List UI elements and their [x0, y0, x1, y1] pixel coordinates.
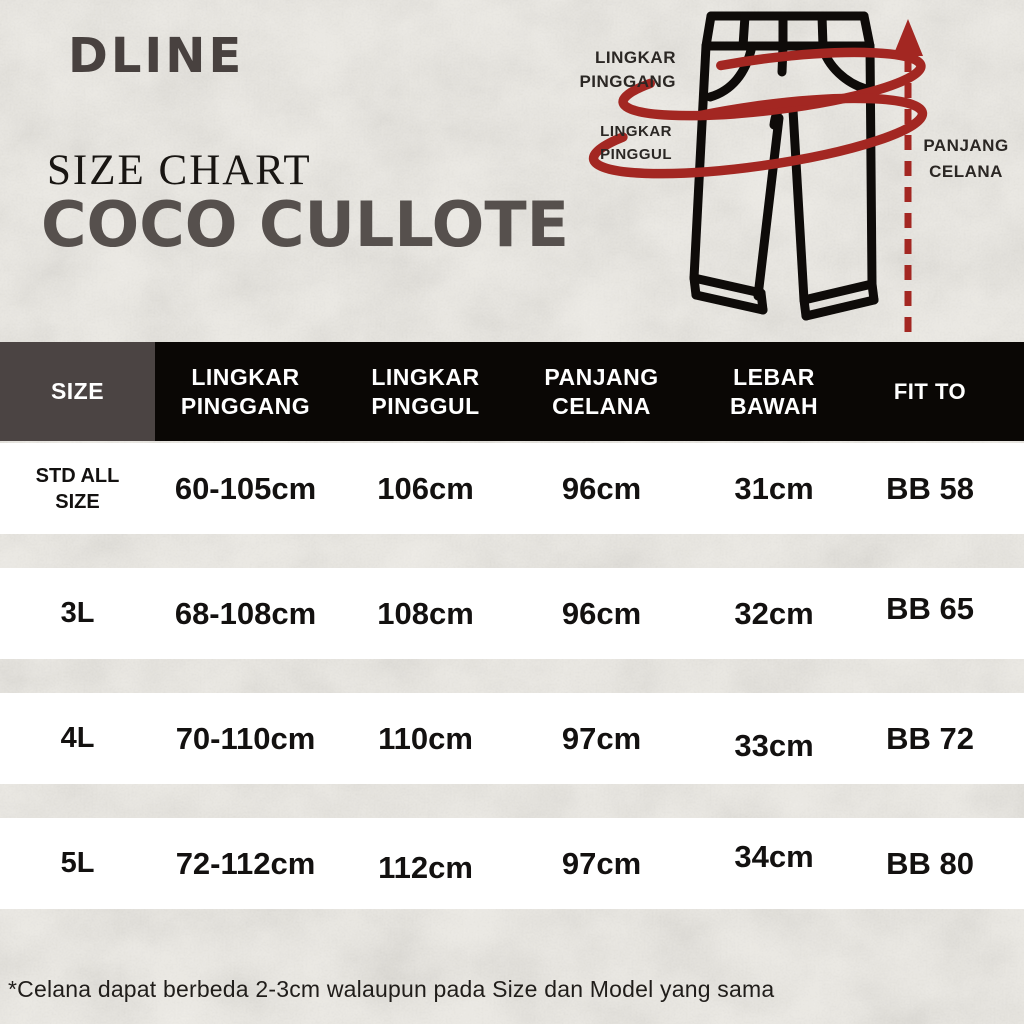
- hip-label: [600, 120, 672, 166]
- table-row: [0, 693, 1024, 784]
- row-size-label: [0, 722, 155, 755]
- header-line: PINGGUL: [371, 392, 480, 419]
- size-value: 3L: [60, 597, 95, 629]
- hip-value: 112cm: [378, 849, 473, 885]
- length-label-line1: PANJANG: [923, 136, 1009, 155]
- size-value: 5L: [60, 847, 95, 879]
- fit-to-value: BB 58: [886, 470, 974, 506]
- header-line: BAWAH: [729, 392, 819, 419]
- table-row: [0, 568, 1024, 659]
- header-line: PANJANG: [544, 363, 659, 390]
- column-header-hip: [336, 363, 515, 421]
- hip-label-line1: LINGKAR: [600, 123, 672, 140]
- column-header-bottom-width: [688, 363, 860, 421]
- column-header-fit-to: FIT TO: [893, 379, 967, 404]
- size-chart-subtitle: SIZE CHART: [47, 147, 312, 194]
- bottom-width-value: 31cm: [734, 470, 814, 506]
- length-value: 96cm: [561, 470, 642, 506]
- table-row: [0, 443, 1024, 534]
- table-row: [0, 818, 1024, 909]
- hip-value: 110cm: [378, 720, 473, 756]
- waist-label: [579, 46, 676, 94]
- length-value: 97cm: [561, 720, 642, 756]
- waist-value: 68-108cm: [174, 595, 317, 631]
- row-size-label: [0, 597, 155, 630]
- fit-to-value: BB 80: [886, 845, 974, 881]
- footnote: *Celana dapat berbeda 2-3cm walaupun pada Size dan Model yang sama: [8, 976, 775, 1002]
- size-table: [0, 342, 1024, 909]
- hip-label-line2: PINGGUL: [600, 146, 672, 163]
- column-header-length: [515, 363, 688, 421]
- header-line: LEBAR: [733, 363, 815, 390]
- waist-value: 60-105cm: [174, 470, 317, 506]
- waist-label-line2: PINGGANG: [579, 72, 676, 91]
- length-label: [918, 133, 1014, 185]
- fit-to-value: BB 72: [886, 720, 974, 756]
- header-line: CELANA: [552, 392, 651, 419]
- product-title: COCO CULLOTE: [41, 188, 569, 261]
- bottom-width-value: 33cm: [734, 727, 814, 763]
- size-value: 4L: [60, 722, 95, 754]
- table-header-row: [0, 342, 1024, 441]
- header-line: PINGGANG: [180, 392, 311, 419]
- bottom-width-value: 34cm: [734, 838, 814, 874]
- row-size-label: [0, 847, 155, 880]
- length-label-line2: CELANA: [929, 162, 1003, 181]
- column-header-size: SIZE: [0, 342, 155, 441]
- bottom-width-value: 32cm: [734, 595, 814, 631]
- length-value: 97cm: [561, 845, 642, 881]
- waist-value: 70-110cm: [175, 720, 316, 756]
- row-size-label: [0, 463, 155, 515]
- size-value: STD ALL SIZE: [35, 464, 120, 513]
- waist-label-line1: LINGKAR: [595, 48, 676, 67]
- fit-to-value: BB 65: [886, 590, 974, 626]
- column-header-waist: [155, 363, 336, 421]
- length-value: 96cm: [561, 595, 642, 631]
- header-line: LINGKAR: [191, 363, 300, 390]
- brand-logo: DLINE: [68, 28, 245, 84]
- header-line: LINGKAR: [371, 363, 480, 390]
- hip-value: 106cm: [377, 470, 474, 506]
- waist-value: 72-112cm: [175, 845, 316, 881]
- hip-value: 108cm: [377, 595, 474, 631]
